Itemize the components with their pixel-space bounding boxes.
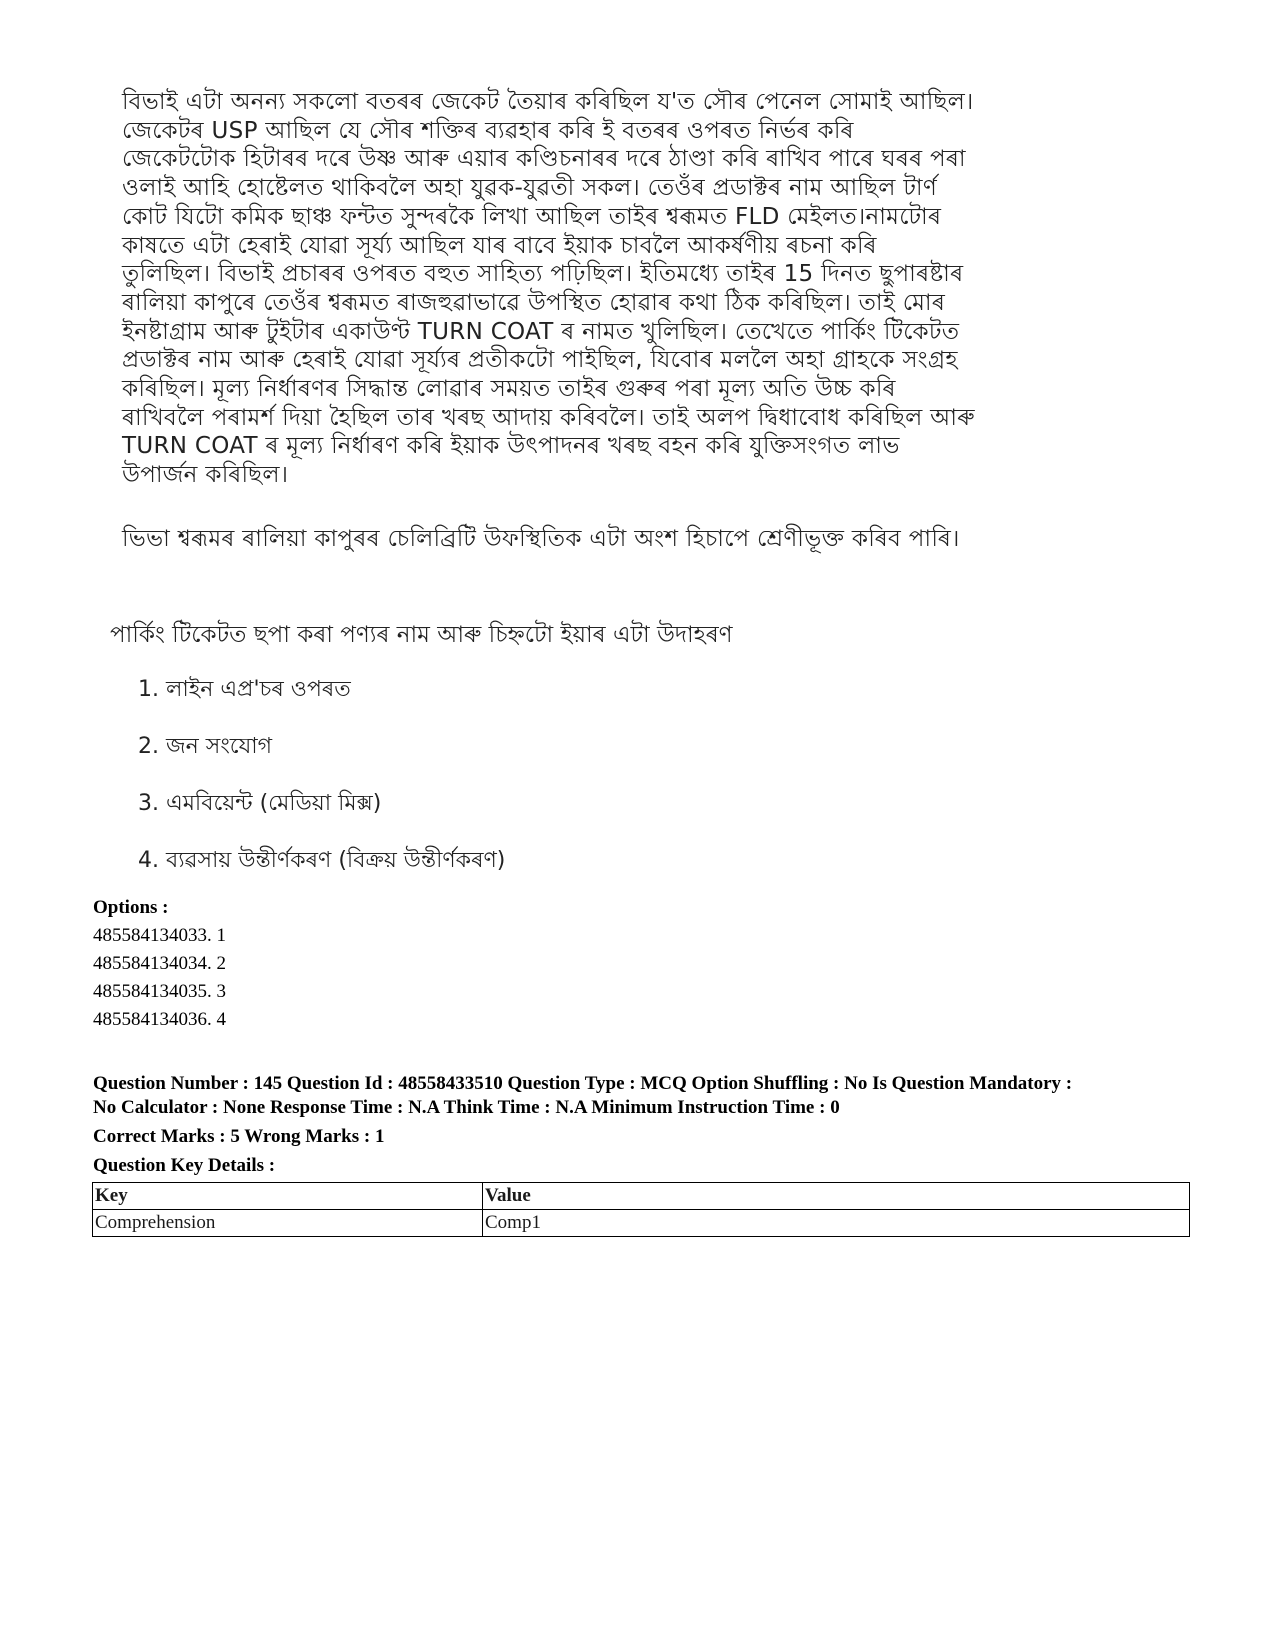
table-header-key: Key	[93, 1183, 483, 1210]
passage-line: জেকেটৰ USP আছিল যে সৌৰ শক্তিৰ ব্যৱহাৰ কৰি ই বতৰৰ ওপৰত নিৰ্ভৰ কৰি	[122, 117, 854, 144]
option-item: 485584134034. 2	[93, 953, 226, 974]
table-row	[93, 1210, 1190, 1237]
table-header-row	[93, 1183, 1190, 1210]
passage-line: কৰিছিল। মূল্য নিৰ্ধাৰণৰ সিদ্ধান্ত লোৱাৰ সময়ত তাইৰ গুৰুৰ পৰা মূল্য অতি উচ্চ কৰি	[122, 376, 896, 403]
passage-line: ৰালিয়া কাপুৰে তেওঁৰ শ্বৰূমত ৰাজহুৱাভাৱে উপস্থিত হোৱাৰ কথা ঠিক কৰিছিল। তাই মোৰ	[122, 289, 946, 316]
marks-line: Correct Marks : 5 Wrong Marks : 1	[93, 1126, 385, 1147]
option-item: 485584134036. 4	[93, 1009, 226, 1030]
passage-line: তুলিছিল। বিভাই প্ৰচাৰৰ ওপৰত বহুত সাহিত্য পঢ়িছিল। ইতিমধ্যে তাইৰ 15 দিনত ছুপাৰষ্টাৰ	[122, 261, 964, 288]
passage-line: কোট যিটো কমিক ছাঞ্চ ফন্টত সুন্দৰকৈ লিখা আছিল তাইৰ শ্বৰূমত FLD মেইলত।নামটোৰ	[122, 203, 942, 230]
option-item: 485584134035. 3	[93, 981, 226, 1002]
table-cell-value: Comp1	[483, 1210, 1190, 1237]
table-cell-key: Comprehension	[93, 1210, 483, 1237]
key-details-title: Question Key Details :	[93, 1155, 276, 1176]
comprehension-passage	[122, 88, 1172, 490]
choice-4: 4. ব্যৱসায় উন্তীৰ্ণকৰণ (বিক্ৰয় উন্তীৰ্ণকৰণ)	[138, 848, 506, 873]
question-meta-line: No Calculator : None Response Time : N.A Think Time : N.A Minimum Instruction Time : 0	[93, 1097, 840, 1118]
question-meta-line: Question Number : 145 Question Id : 48558433510 Question Type : MCQ Option Shuffling : No Is Question Mandatory :	[93, 1073, 1073, 1094]
options-title: Options :	[93, 897, 169, 918]
passage-line: বিভাই এটা অনন্য সকলো বতৰৰ জেকেট তৈয়াৰ কৰিছিল য'ত সৌৰ পেনেল সোমাই আছিল।	[122, 89, 974, 115]
option-item: 485584134033. 1	[93, 925, 226, 946]
passage-line: ইনষ্টাগ্ৰাম আৰু টুইটাৰ একাউণ্ট TURN COAT ৰ নামত খুলিছিল। তেখেতে পাৰ্কিং টিকেটত	[122, 318, 960, 345]
passage-line: কাষতে এটা হেৰাই যোৱা সূৰ্য্য আছিল যাৰ বাবে ইয়াক চাবলৈ আকৰ্ষণীয় ৰচনা কৰি	[122, 232, 877, 259]
passage-final-statement: ভিভা শ্বৰূমৰ ৰালিয়া কাপুৰৰ চেলিব্ৰিটি উফস্থিতিক এটা অংশ হিচাপে শ্ৰেণীভূক্ত কৰিব পাৰি।	[122, 526, 960, 552]
table-header-value: Value	[483, 1183, 1190, 1210]
key-details-table	[92, 1182, 1190, 1237]
passage-line: TURN COAT ৰ মূল্য নিৰ্ধাৰণ কৰি ইয়াক উৎপাদনৰ খৰছ বহন কৰি যুক্তিসংগত লাভ	[122, 433, 900, 460]
choice-2: 2. জন সংযোগ	[138, 734, 273, 759]
choice-1: 1. লাইন এপ্ৰ'চৰ ওপৰত	[138, 677, 351, 702]
passage-line: ওলাই আহি হোষ্টেলত থাকিবলৈ অহা যুৱক-যুৱতী সকল। তেওঁৰ প্ৰডাক্টৰ নাম আছিল টাৰ্ণ	[122, 175, 938, 202]
question-stem: পাৰ্কিং টিকেটত ছপা কৰা পণ্যৰ নাম আৰু চিহ্নটো ইয়াৰ এটা উদাহৰণ	[110, 622, 733, 648]
passage-line: উপাৰ্জন কৰিছিল।	[122, 462, 289, 489]
choice-3: 3. এমবিয়েন্ট (মেডিয়া মিক্স)	[138, 791, 382, 816]
passage-line: ৰাখিবলৈ পৰামৰ্শ দিয়া হৈছিল তাৰ খৰছ আদায় কৰিবলৈ। তাই অলপ দ্বিধাবোধ কৰিছিল আৰু	[122, 404, 975, 431]
passage-line: জেকেটটোক হিটাৰৰ দৰে উষ্ণ আৰু এয়াৰ কণ্ডিচনাৰৰ দৰে ঠাণ্ডা কৰি ৰাখিব পাৰে ঘৰৰ পৰা	[122, 146, 966, 173]
passage-line: প্ৰডাক্টৰ নাম আৰু হেৰাই যোৱা সূৰ্য্যৰ প্ৰতীকটো পাইছিল, যিবোৰ মললৈ অহা গ্ৰাহকে সংগ্ৰহ	[122, 347, 958, 374]
